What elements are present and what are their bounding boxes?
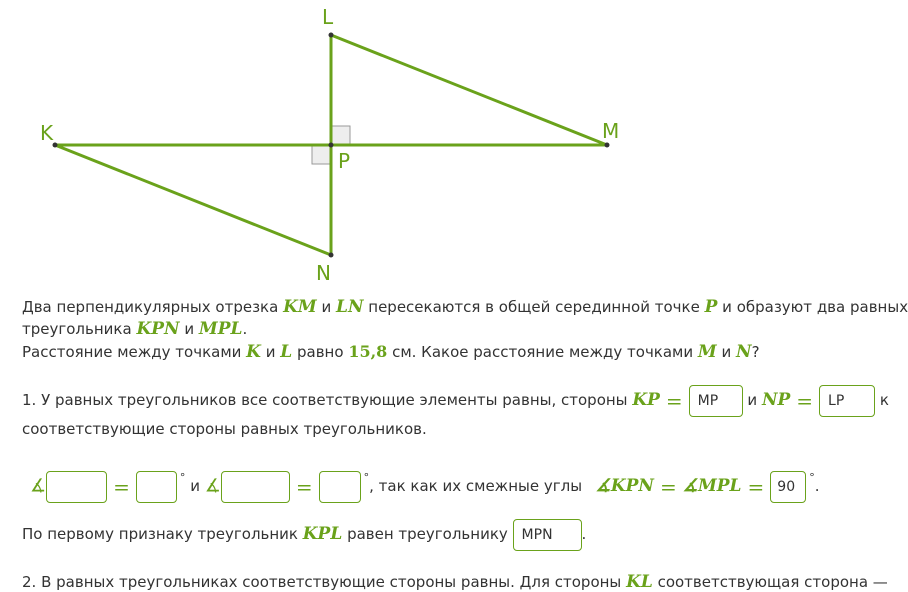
label-n: N	[316, 261, 331, 285]
right-angle-mark-lower	[312, 145, 331, 164]
math-p: P	[704, 297, 718, 317]
segment-kn	[55, 145, 331, 255]
step1-line-2: соответствующие стороны равных треугольников.	[22, 420, 427, 438]
math-m: M	[697, 342, 717, 362]
math-kl: KL	[626, 572, 653, 592]
point-n	[329, 253, 334, 258]
math-angle-mpl: ∡MPL	[682, 476, 742, 496]
angle-symbol-icon: ∡	[204, 475, 221, 497]
point-l	[329, 33, 334, 38]
angle-value-field-1[interactable]	[136, 471, 177, 503]
label-m: M	[602, 119, 620, 143]
answer-np-field[interactable]: LP	[819, 385, 875, 417]
problem-line-2: треугольника KPN и MPL.	[22, 319, 248, 339]
right-angle-mark-upper	[331, 126, 350, 145]
step2-line: 2. В равных треугольниках соответствующие стороны равны. Для стороны KL соответствующая сторона —	[22, 572, 888, 592]
math-kp: KP	[632, 390, 660, 410]
label-k: K	[40, 121, 54, 145]
math-angle-kpn: ∡KPN	[595, 476, 654, 496]
label-p: P	[338, 149, 351, 173]
point-p	[329, 143, 334, 148]
math-n: N	[736, 342, 752, 362]
step1-line-1: 1. У равных треугольников все соответствующие элементы равны, стороны KP = MP и NP = LP к	[22, 384, 889, 417]
math-ln: LN	[335, 297, 364, 317]
problem-line-1: Два перпендикулярных отрезка KM и LN пересекаются в общей серединной точке P и образуют два равных	[22, 297, 908, 317]
angle-field-2[interactable]	[221, 471, 290, 503]
math-kpl: KPL	[302, 524, 343, 544]
point-k	[53, 143, 58, 148]
angles-row: ∡ = ° и ∡ = °, так как их смежные углы ∡KPN = ∡MPL = 90°.	[30, 462, 820, 503]
criterion-line: По первому признаку треугольник KPL равен треугольнику MPN .	[22, 518, 586, 551]
math-kpn: KPN	[136, 319, 180, 339]
math-k: K	[246, 342, 261, 362]
angle-symbol-icon: ∡	[30, 475, 47, 497]
point-m	[605, 143, 610, 148]
angle-value-field-2[interactable]	[319, 471, 361, 503]
answer-triangle-field[interactable]: MPN	[513, 519, 582, 551]
problem-line-3: Расстояние между точками K и L равно 15,8 см. Какое расстояние между точками M и N?	[22, 342, 760, 362]
angle-field-1[interactable]	[46, 471, 107, 503]
segment-lm	[331, 35, 607, 145]
math-km: KM	[283, 297, 317, 317]
angle-90-field[interactable]: 90	[770, 471, 806, 503]
math-l: L	[280, 342, 293, 362]
geometry-figure	[0, 0, 885, 290]
label-l: L	[322, 5, 334, 29]
math-np: NP	[761, 390, 791, 410]
distance-value: 15,8	[348, 342, 388, 361]
answer-kp-field[interactable]: MP	[689, 385, 743, 417]
math-mpl: MPL	[198, 319, 243, 339]
